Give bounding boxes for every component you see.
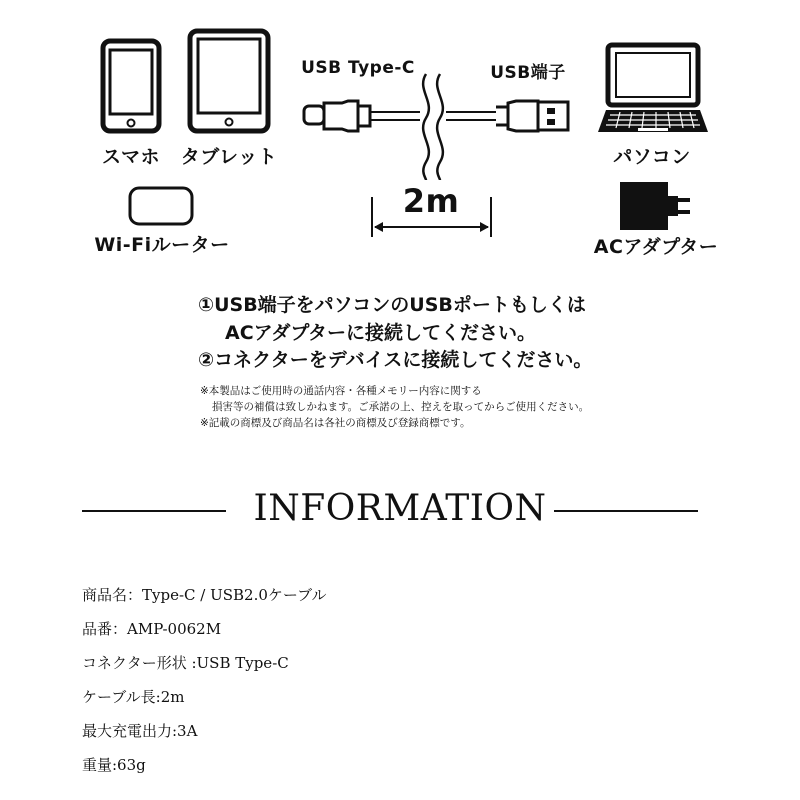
spec-model-number: 品番：AMP-0062M	[82, 620, 222, 638]
info-title: INFORMATION	[253, 488, 547, 529]
ac-adapter-icon	[618, 180, 692, 232]
router-label: Wi-Fiルーター	[94, 234, 230, 256]
spec-connector: コネクター形状 :USB Type-C	[82, 654, 289, 672]
usba-label: USB端子	[490, 63, 566, 83]
tablet-icon	[187, 28, 271, 134]
spec-product-name: 商品名：Type-C / USB2.0ケーブル	[82, 586, 327, 604]
note-3: ※記載の商標及び商品名は各社の商標及び登録商標です。	[200, 417, 471, 429]
pc-label: パソコン	[613, 146, 691, 168]
dimension-arrow	[373, 220, 490, 234]
dimension-right-tick	[490, 197, 492, 237]
usba-connector-icon	[446, 98, 572, 138]
typec-connector-icon	[300, 98, 422, 134]
tablet-label: タブレット	[180, 146, 278, 168]
spec-cable-length: ケーブル長:2m	[82, 688, 185, 706]
spec-weight: 重量:63g	[82, 756, 146, 774]
instruction-1: ①USB端子をパソコンのUSBポートもしくは	[198, 294, 586, 316]
note-2: 損害等の補償は致しかねます。ご承諾の上、控えを取ってからご使用ください。	[212, 401, 590, 413]
smartphone-icon	[100, 38, 162, 134]
instruction-2: ②コネクターをデバイスに接続してください。	[198, 349, 593, 371]
instruction-1-cont: ACアダプターに接続してください。	[225, 322, 536, 344]
typec-label: USB Type-C	[301, 58, 415, 78]
laptop-icon	[596, 42, 710, 138]
ac-adapter-label: ACアダプター	[593, 236, 719, 258]
smartphone-label: スマホ	[101, 146, 161, 168]
note-1: ※本製品はご使用時の通話内容・各種メモリー内容に関する	[200, 385, 482, 397]
router-icon	[128, 186, 194, 226]
cable-length-label: 2m	[402, 182, 460, 220]
spec-max-output: 最大充電出力:3A	[82, 722, 198, 740]
